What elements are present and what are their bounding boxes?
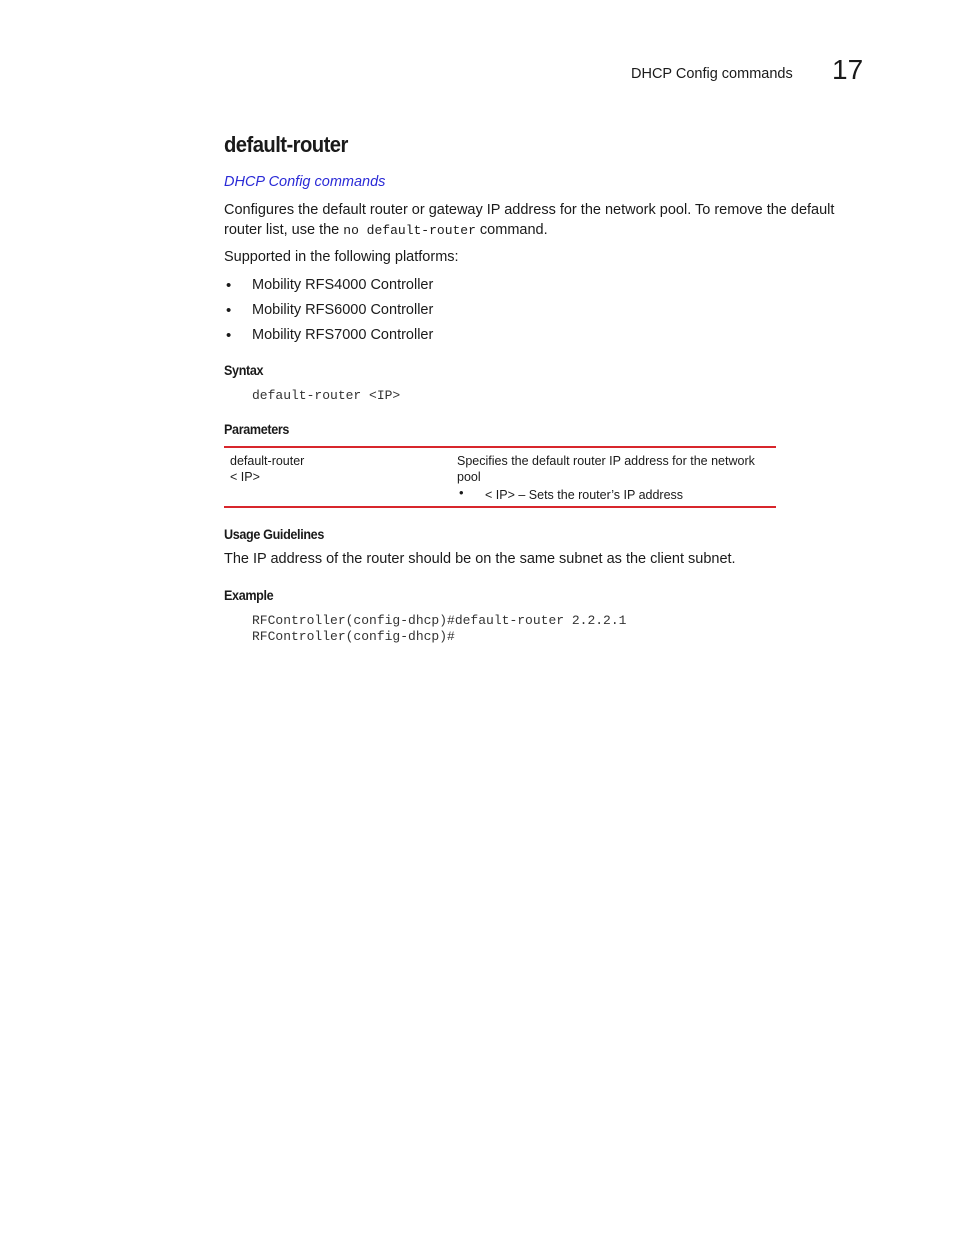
page-title: default-router — [224, 132, 348, 157]
platform-label: Mobility RFS4000 Controller — [252, 277, 434, 293]
back-link-dhcp-config-commands[interactable]: DHCP Config commands — [224, 174, 386, 190]
param-name-arg: < IP> — [230, 470, 260, 484]
parameters-table — [224, 446, 776, 508]
platform-list — [224, 276, 433, 351]
description-inline-code: no default-router — [343, 222, 476, 238]
list-item — [224, 326, 433, 351]
parameters-heading: Parameters — [224, 421, 290, 437]
list-item — [224, 276, 433, 301]
usage-guidelines-text: The IP address of the router should be on the same subnet as the client subnet. — [224, 551, 736, 567]
param-description: Specifies the default router IP address for the network pool — [457, 454, 755, 484]
syntax-code: default-router <IP> — [252, 388, 401, 403]
example-code-line: RFController(config-dhcp)#default-router 2.2.2.1 — [252, 613, 627, 628]
example-heading: Example — [224, 587, 274, 603]
example-code-line: RFController(config-dhcp)# — [252, 629, 455, 644]
bullet-icon: • — [226, 277, 232, 294]
param-description-cell — [457, 453, 773, 503]
platform-label: Mobility RFS7000 Controller — [252, 327, 434, 343]
platforms-intro: Supported in the following platforms: — [224, 249, 459, 265]
param-name: default-router — [230, 454, 305, 468]
chapter-number: 17 — [832, 54, 864, 85]
description-text-before: Configures the default router or gateway IP address for the network pool. To remove the default router list, use the — [224, 202, 835, 238]
description-paragraph — [224, 201, 854, 240]
list-item — [457, 487, 773, 503]
running-header-section: DHCP Config commands — [631, 66, 793, 82]
usage-guidelines-heading: Usage Guidelines — [224, 526, 324, 542]
description-text-after: command. — [475, 221, 548, 238]
bullet-icon: • — [226, 327, 232, 344]
param-name-cell — [230, 453, 430, 485]
bullet-icon: • — [226, 302, 232, 319]
list-item — [224, 301, 433, 326]
syntax-heading: Syntax — [224, 362, 264, 378]
bullet-icon: • — [459, 485, 464, 500]
param-bullet-text: < IP> – Sets the router’s IP address — [485, 488, 684, 502]
platform-label: Mobility RFS6000 Controller — [252, 302, 434, 318]
